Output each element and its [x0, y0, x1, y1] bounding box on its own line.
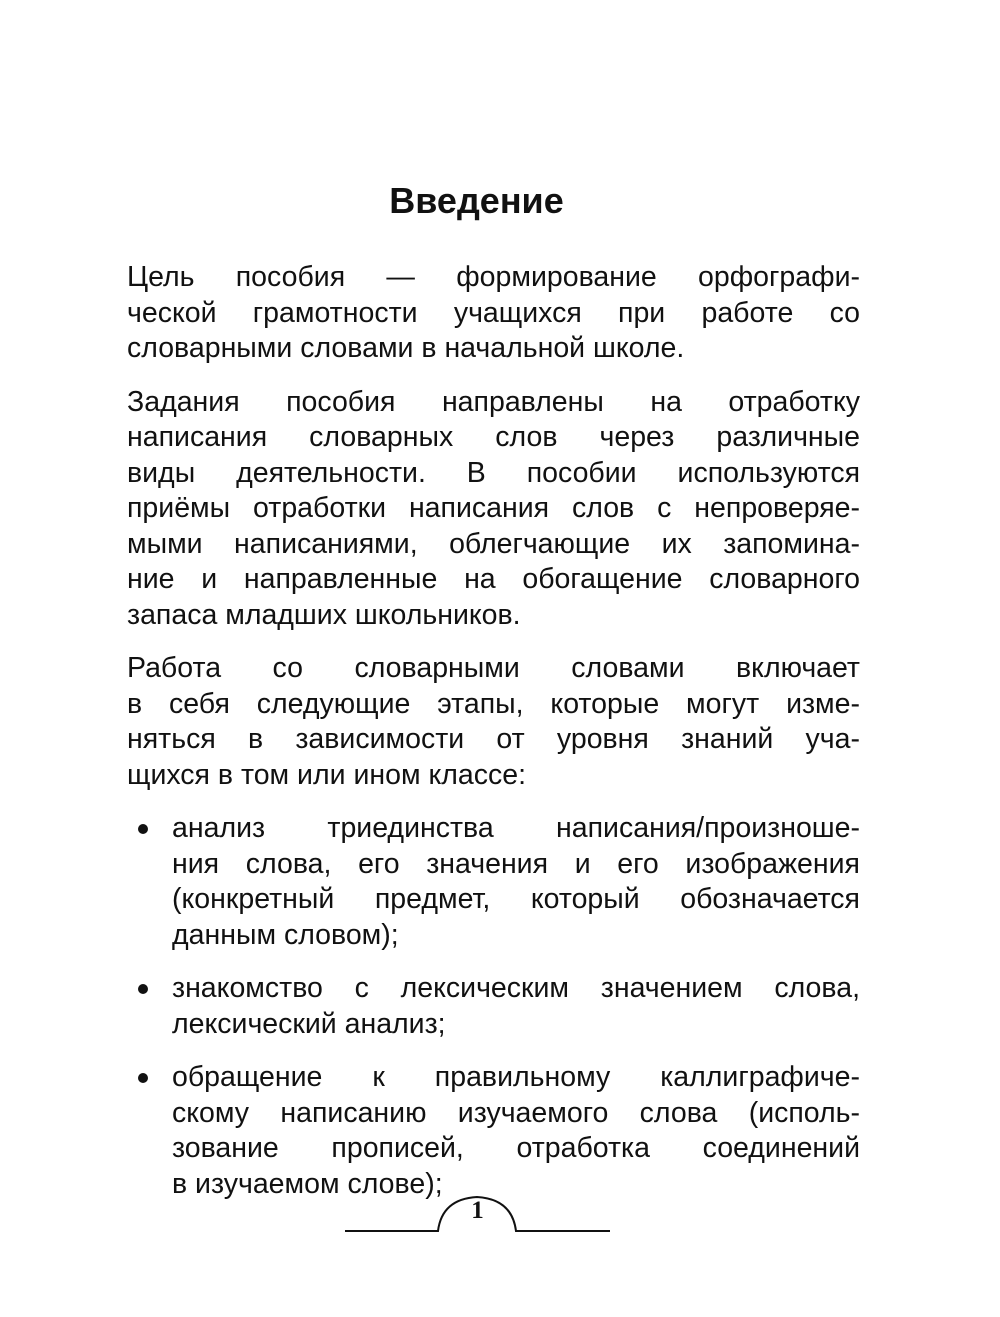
paragraph-line: няться в зависимости от уровня знаний уча- — [127, 723, 860, 755]
paragraph-line: словарными словами в начальной школе. — [127, 332, 685, 364]
list-item-line: ния слова, его значения и его изображения — [172, 847, 860, 880]
paragraph-line: приёмы отработки написания слов с непроверяе- — [127, 492, 860, 524]
page-title: Введение — [389, 180, 564, 221]
stages-list — [90, 811, 860, 1202]
paragraph-line: виды деятельности. В пособии используются — [127, 456, 860, 489]
list-item — [90, 811, 860, 953]
paragraph-stages — [90, 651, 860, 793]
bullet-icon — [138, 1073, 148, 1083]
paragraph-line: запаса младших школьников. — [127, 598, 521, 631]
list-item-line: обращение к правильному каллиграфиче- — [172, 1061, 860, 1093]
list-item-line: скому написанию изучаемого слова (исполь- — [172, 1096, 860, 1129]
paragraph-line: ние и направленные на обогащение словарного — [127, 563, 860, 595]
paragraph-goal — [90, 260, 860, 367]
paragraph-line: ческой грамотности учащихся при работе со — [127, 296, 860, 329]
list-item-line: знакомство с лексическим значением слова, — [172, 972, 860, 1004]
list-item-line: в изучаемом слове); — [172, 1167, 443, 1200]
list-item-line: данным словом); — [172, 918, 399, 951]
list-item-line: (конкретный предмет, который обозначается — [172, 883, 860, 915]
list-item — [90, 1060, 860, 1202]
list-item — [90, 971, 860, 1042]
list-item-line: зование прописей, отработка соединений — [172, 1132, 860, 1164]
page-footer — [345, 1193, 610, 1235]
paragraph-line: написания словарных слов через различные — [127, 421, 860, 453]
list-item-line: анализ триединства написания/произноше- — [172, 812, 860, 844]
list-item-line: лексический анализ; — [172, 1007, 446, 1040]
bullet-icon — [138, 824, 148, 834]
paragraph-tasks — [90, 385, 860, 634]
body-text — [90, 260, 860, 1220]
bullet-icon — [138, 984, 148, 994]
paragraph-line: в себя следующие этапы, которые могут изме- — [127, 687, 860, 720]
paragraph-line: Задания пособия направлены на отработку — [127, 385, 860, 418]
paragraph-line: Цель пособия — формирование орфографи- — [127, 261, 860, 293]
paragraph-line: Работа со словарными словами включает — [127, 652, 860, 684]
page-number: 1 — [471, 1197, 484, 1224]
paragraph-line: щихся в том или ином классе: — [127, 758, 526, 791]
paragraph-line: мыми написаниями, облегчающие их запомина- — [127, 527, 860, 560]
